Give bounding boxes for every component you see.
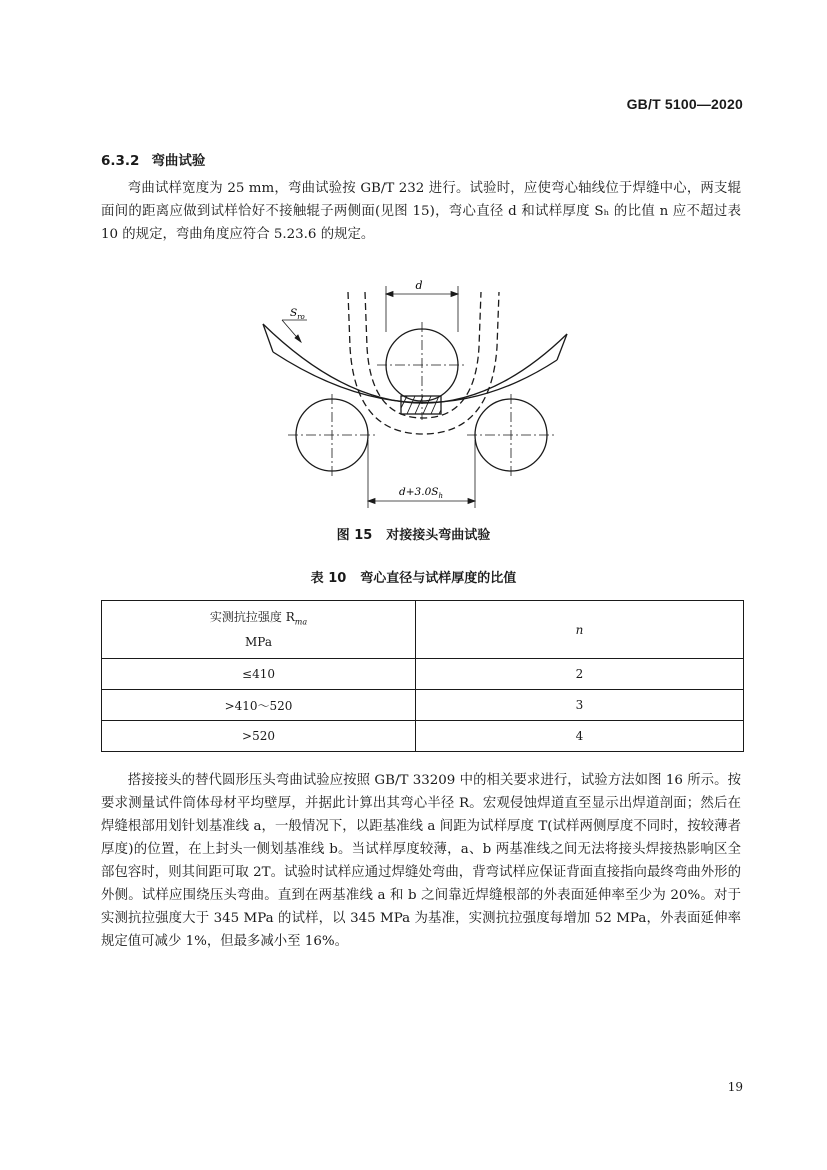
table-number: 表 10 — [310, 571, 347, 586]
table-row — [102, 659, 744, 690]
page-number: 19 — [727, 1080, 743, 1094]
section-number: 6.3.2 — [101, 153, 140, 169]
table-title: 弯心直径与试样厚度的比值 — [360, 571, 517, 586]
figure-caption — [0, 524, 827, 543]
bend-test-figure — [255, 272, 575, 512]
ratio-table — [101, 600, 744, 752]
cell-strength: >410～520 — [102, 690, 416, 721]
table-row — [102, 721, 744, 752]
figure-title: 对接接头弯曲试验 — [386, 528, 491, 543]
cell-strength: >520 — [102, 721, 416, 752]
final-shape-inner — [365, 292, 481, 418]
cell-n: 2 — [416, 659, 744, 690]
cell-n: 3 — [416, 690, 744, 721]
thickness-label: $S_{ro}$ — [290, 307, 305, 321]
cell-strength: ≤410 — [102, 659, 416, 690]
paragraph-bend-test: 弯曲试样宽度为 25 mm，弯曲试验按 GB/T 232 进行。试验时，应使弯心轴线位于焊缝中心，两支辊面间的距离应做到试样恰好不接触辊子两侧面(见图 15)，弯心直径 d 和试样厚度 Sₕ 的比值 n 应不超过表 10 的规定，弯曲角度应符合 5.23.6 的规定。 — [101, 181, 741, 242]
dimension-span-label: $d+3.0S_h$ — [399, 486, 443, 500]
header-n: n — [416, 601, 744, 659]
cell-n: 4 — [416, 721, 744, 752]
table-caption — [0, 567, 827, 586]
section-heading — [101, 149, 205, 169]
specimen-outer-edge — [263, 324, 567, 403]
figure-number: 图 15 — [336, 528, 373, 543]
paragraph-lap-joint: 搭接接头的替代圆形压头弯曲试验应按照 GB/T 33209 中的相关要求进行，试验方法如图 16 所示。按要求测量试件筒体母材平均壁厚，并据此计算出其弯心半径 R。宏观侵蚀焊道直至显示出焊道剖面；然后在焊缝根部用划针划基准线 a，一般情况下，以距基准线 a 间距为试样厚度 T(试样两侧厚度不同时，按较薄者厚度)的位置，在上封头一侧划基准线 b。当试样厚度较薄，a、b 两基准线之间无法将接头焊接热影响区全部包容时，则其间距可取 2T。试验时试样应通过焊缝处弯曲，背弯试样应保证背面直接指向最终弯曲外形的外侧。试样应围绕压头弯曲。直到在两基准线 a 和 b 之间靠近焊缝根部的外表面延伸率至少为 20%。对于实测抗拉强度大于 345 MPa 的试样，以 345 MPa 为基准，实测抗拉强度每增加 52 MPa，外表面延伸率规定值可减少 1%，但最多减小至 16%。 — [101, 773, 741, 949]
specimen-inner-edge — [273, 352, 557, 403]
standard-code: GB/T 5100—2020 — [626, 96, 743, 112]
section-title: 弯曲试验 — [151, 153, 206, 169]
dimension-d-label: d — [415, 279, 423, 292]
header-strength: 实测抗拉强度 $R_{ma}$ MPa — [102, 601, 416, 659]
table-row — [102, 690, 744, 721]
